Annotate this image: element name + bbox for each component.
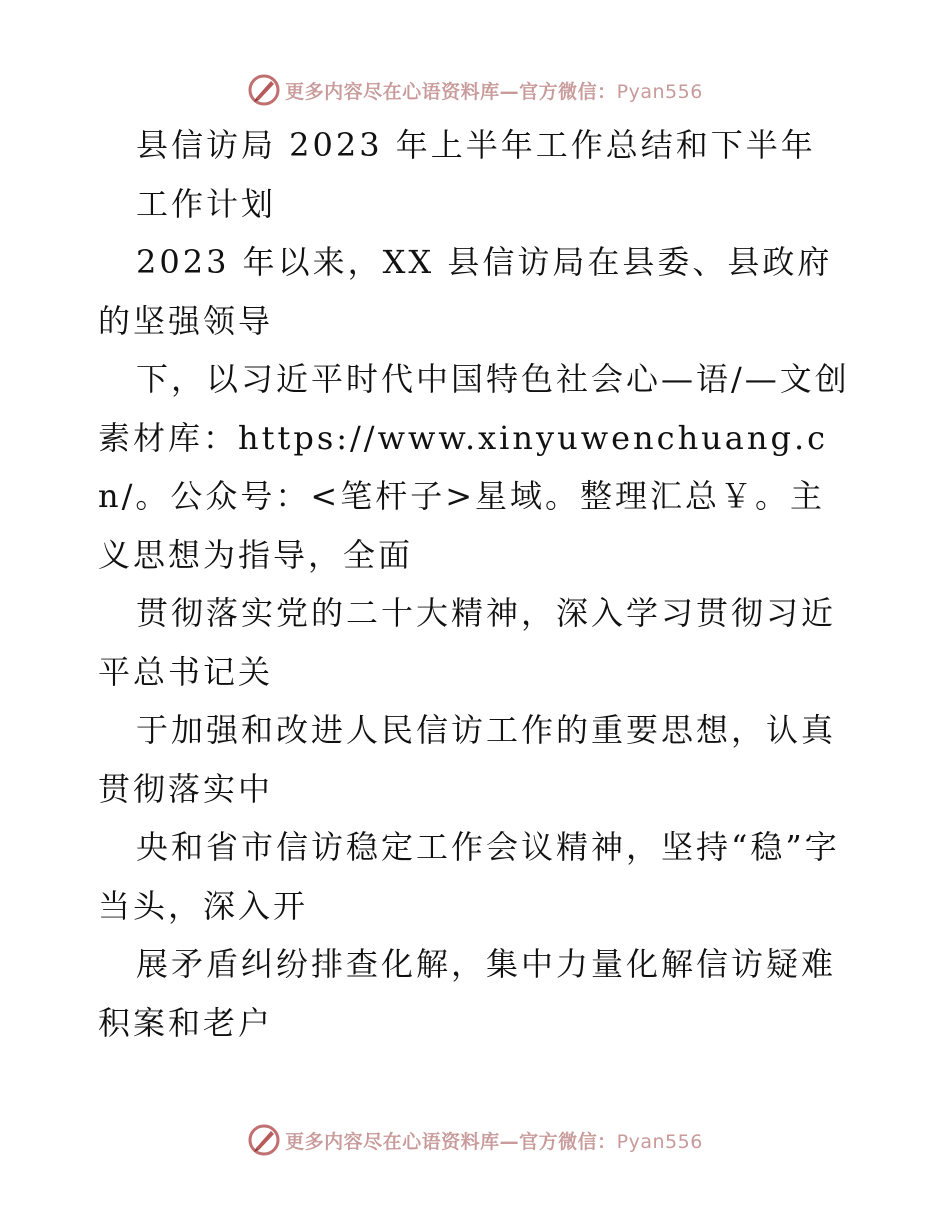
paragraph: 下，以习近平时代中国特色社会心—语/—文创素材库：https://www.xinyuwenchuang.cn/。公众号：<笔杆子>星域。整理汇总￥。主义思想为指导，全面 <box>98 360 850 574</box>
watermark-text: 更多内容尽在心语资料库—官方微信：Pyan556 <box>285 80 703 103</box>
paragraph: 央和省市信访稳定工作会议精神，坚持“稳”字当头，深入开 <box>98 828 840 925</box>
document-title-line-1: 县信访局 2023 年上半年工作总结和下半年 <box>136 126 816 164</box>
quill-logo-icon <box>247 1123 281 1157</box>
paragraph: 于加强和改进人民信访工作的重要思想，认真贯彻落实中 <box>98 711 837 808</box>
paragraph: 贯彻落实党的二十大精神，深入学习贯彻习近平总书记关 <box>98 594 837 691</box>
document-title-line-2: 工作计划 <box>136 184 277 223</box>
quill-logo-icon <box>247 73 281 107</box>
watermark-text: 更多内容尽在心语资料库—官方微信：Pyan556 <box>285 1130 703 1153</box>
document-body <box>98 116 858 1052</box>
paragraph: 展矛盾纠纷排查化解，集中力量化解信访疑难积案和老户 <box>98 945 837 1042</box>
paragraph: 2023 年以来，XX 县信访局在县委、县政府的坚强领导 <box>98 243 833 340</box>
footer-watermark <box>0 1120 950 1160</box>
header-watermark <box>0 70 950 110</box>
watermark-wechat-id: Pyan556 <box>616 1130 703 1153</box>
watermark-wechat-id: Pyan556 <box>616 80 703 103</box>
